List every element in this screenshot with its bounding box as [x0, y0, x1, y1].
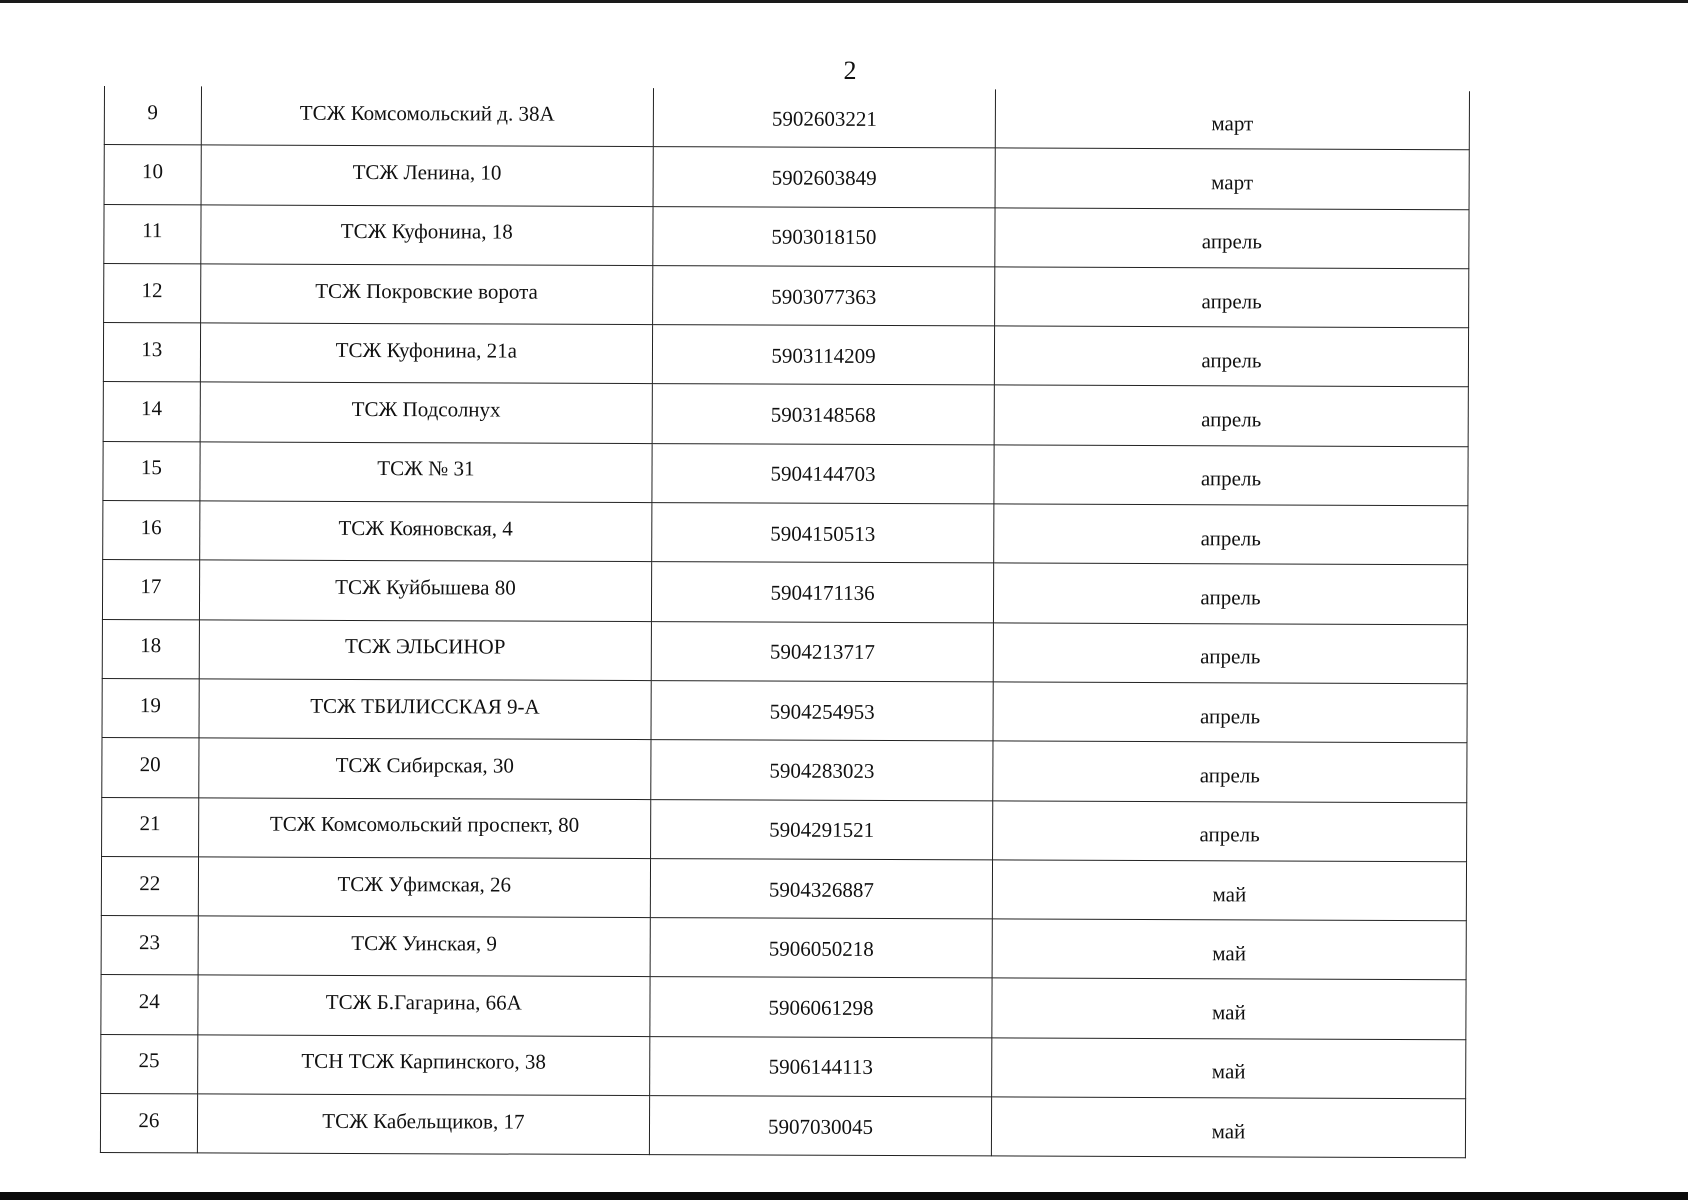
row-number-cell: 13	[103, 323, 200, 383]
scan-top-edge	[0, 0, 1688, 3]
organization-name-cell: ТСЖ № 31	[200, 442, 653, 503]
inn-cell: 5904213717	[651, 621, 993, 682]
organization-name-cell: ТСЖ Комсомольский д. 38А	[201, 86, 654, 147]
inn-cell: 5904144703	[652, 443, 994, 504]
table-row	[101, 856, 1466, 921]
table-row	[102, 619, 1467, 684]
month-cell: апрель	[994, 504, 1468, 565]
table-row	[103, 501, 1468, 566]
row-number-cell: 23	[101, 916, 198, 976]
organization-name-cell: ТСЖ ЭЛЬСИНОР	[199, 620, 652, 681]
table-row	[102, 738, 1467, 803]
row-number-cell: 21	[102, 797, 199, 857]
organization-name-cell: ТСЖ Куйбышева 80	[199, 560, 652, 621]
inn-cell: 5902603221	[653, 88, 995, 148]
row-number-cell: 16	[103, 501, 200, 561]
row-number-cell: 10	[104, 145, 201, 205]
month-cell: апрель	[994, 385, 1468, 446]
inn-cell: 5904171136	[652, 562, 994, 623]
row-number-cell: 14	[103, 382, 200, 442]
inn-cell: 5903018150	[653, 206, 995, 267]
inn-cell: 5906050218	[650, 918, 992, 979]
table-row	[101, 975, 1466, 1040]
month-cell: апрель	[993, 741, 1467, 802]
month-cell: май	[991, 1097, 1465, 1158]
month-cell: март	[995, 89, 1469, 150]
inn-cell: 5904291521	[651, 799, 993, 860]
inn-cell: 5903114209	[652, 325, 994, 386]
organization-name-cell: ТСЖ Куфонина, 18	[200, 204, 653, 265]
scan-bottom-edge	[0, 1192, 1688, 1200]
organization-name-cell: ТСЖ Уфимская, 26	[198, 857, 651, 918]
month-cell: май	[992, 1038, 1466, 1099]
organization-name-cell: ТСЖ Ленина, 10	[201, 145, 654, 206]
table-row	[104, 86, 1469, 150]
month-cell: апрель	[992, 800, 1466, 861]
row-number-cell: 26	[100, 1094, 197, 1154]
inn-cell: 5906144113	[650, 1036, 992, 1097]
month-cell: май	[992, 978, 1466, 1039]
table-row	[104, 145, 1469, 210]
month-cell: апрель	[995, 208, 1469, 269]
month-cell: апрель	[993, 563, 1467, 624]
month-cell: апрель	[995, 267, 1469, 328]
row-number-cell: 22	[101, 856, 198, 916]
row-number-cell: 24	[101, 975, 198, 1035]
month-cell: апрель	[993, 623, 1467, 684]
row-number-cell: 12	[104, 263, 201, 323]
inn-cell: 5904326887	[650, 858, 992, 919]
row-number-cell: 19	[102, 678, 199, 738]
organization-name-cell: ТСЖ Куфонина, 21а	[200, 323, 653, 384]
organization-name-cell: ТСЖ Покровские ворота	[200, 264, 653, 325]
table-row	[101, 1034, 1466, 1099]
month-cell: апрель	[994, 445, 1468, 506]
table-row	[103, 323, 1468, 388]
organization-name-cell: ТСЖ Кояновская, 4	[199, 501, 652, 562]
month-cell: апрель	[994, 326, 1468, 387]
organization-name-cell: ТСЖ Комсомольский проспект, 80	[198, 797, 651, 858]
table-row	[104, 204, 1469, 269]
inn-cell: 5907030045	[650, 1096, 992, 1157]
table-row	[104, 263, 1469, 328]
inn-cell: 5904254953	[651, 681, 993, 742]
table-row	[103, 441, 1468, 506]
table-row	[103, 382, 1468, 447]
month-cell: март	[995, 148, 1469, 209]
row-number-cell: 15	[103, 441, 200, 501]
organization-name-cell: ТСЖ Б.Гагарина, 66А	[197, 975, 650, 1036]
month-cell: май	[992, 860, 1466, 921]
table-row	[102, 678, 1467, 743]
table-row	[100, 1094, 1465, 1159]
month-cell: май	[992, 919, 1466, 980]
inn-cell: 5903148568	[652, 384, 994, 445]
page-number: 2	[843, 56, 857, 85]
organization-name-cell: ТСЖ Подсолнух	[200, 382, 653, 443]
row-number-cell: 20	[102, 738, 199, 798]
inn-cell: 5904150513	[652, 503, 994, 564]
table-row	[101, 916, 1466, 981]
inn-cell: 5902603849	[653, 147, 995, 208]
month-cell: апрель	[993, 682, 1467, 743]
inn-cell: 5903077363	[653, 265, 995, 326]
registry-table	[100, 86, 1470, 1159]
organization-name-cell: ТСЖ Сибирская, 30	[198, 738, 651, 799]
row-number-cell: 25	[101, 1034, 198, 1094]
registry-table-body	[100, 86, 1469, 1158]
organization-name-cell: ТСЖ ТБИЛИССКАЯ 9-А	[199, 679, 652, 740]
row-number-cell: 17	[102, 560, 199, 620]
organization-name-cell: ТСН ТСЖ Карпинского, 38	[197, 1035, 650, 1096]
table-row	[102, 560, 1467, 625]
organization-name-cell: ТСЖ Уинская, 9	[198, 916, 651, 977]
organization-name-cell: ТСЖ Кабельщиков, 17	[197, 1094, 650, 1155]
row-number-cell: 18	[102, 619, 199, 679]
inn-cell: 5906061298	[650, 977, 992, 1038]
table-row	[102, 797, 1467, 862]
inn-cell: 5904283023	[651, 740, 993, 801]
row-number-cell: 11	[104, 204, 201, 264]
row-number-cell: 9	[104, 86, 201, 145]
